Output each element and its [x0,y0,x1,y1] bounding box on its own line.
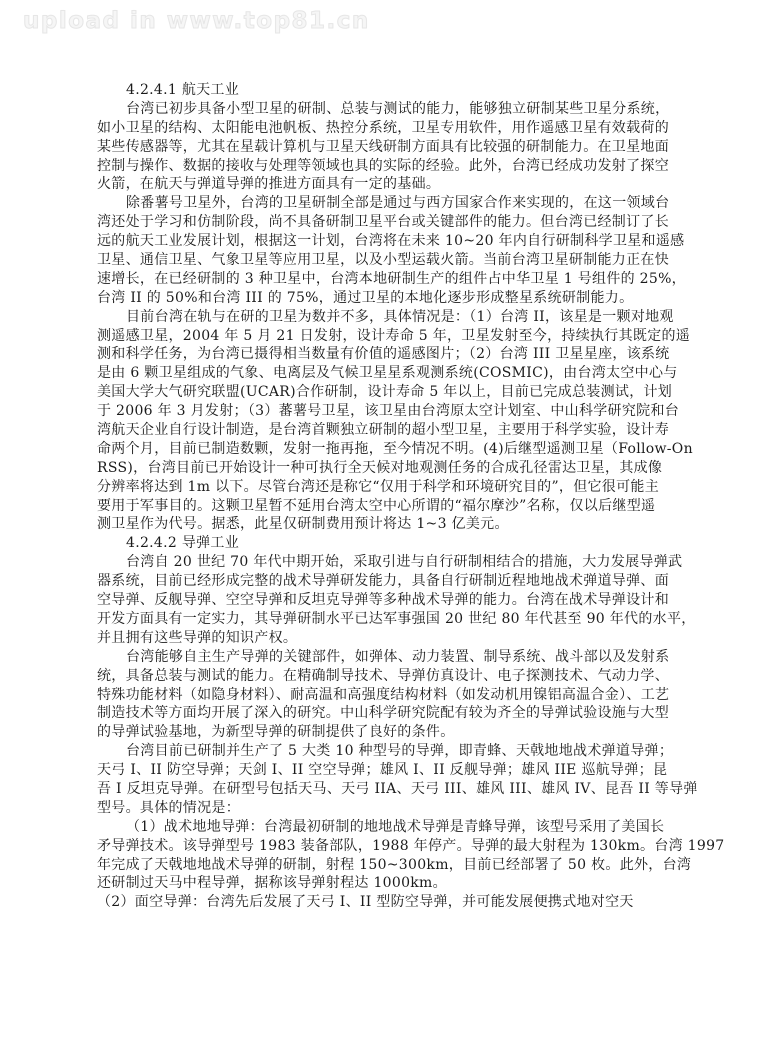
text-line: 的导弹试验基地，为新型导弹的研制提供了良好的条件。 [97,724,455,741]
text-line: 湾还处于学习和仿制阶段，尚不具备研制卫星平台或关键部件的能力。但台湾已经制订了长 [97,214,669,231]
text-line: 型号。具体的情况是： [97,799,240,816]
text-line: 台湾自 20 世纪 70 年代中期开始，采取引进与自行研制相结合的措施，大力发展导弹武 [126,554,683,571]
document-body [97,81,725,912]
text-line: 命两个月，目前已制造数颗，发射一拖再拖，至今情况不明。(4)后继型遥测卫星（Follow-On [97,440,693,457]
text-line: 台湾 II 的 50%和台湾 III 的 75%，通过卫星的本地化逐步形成整星系统研制能力。 [97,289,634,306]
text-line: 美国大学大气研究联盟(UCAR)合作研制，设计寿命 5 年以上，目前已完成总装测试，计划 [97,384,673,401]
text-line: 台湾能够自主生产导弹的关键部件，如弹体、动力装置、制导系统、战斗部以及发射系 [126,648,670,665]
text-line: 开发方面具有一定实力，其导弹研制水平已达军事强国 20 世纪 80 年代甚至 90 年代的水平， [97,610,696,627]
text-line: 年完成了天戟地地战术导弹的研制，射程 150~300km，目前已经部署了 50 枚。此外，台湾 [97,856,692,873]
text-line: 要用于军事目的。这颗卫星暂不延用台湾太空中心所谓的“福尔摩沙”名称，仅以后继型遥 [97,497,656,514]
text-line: 除番薯号卫星外，台湾的卫星研制全部是通过与西方国家合作来实现的，在这一领域台 [126,195,670,212]
text-line: 器系统，目前已经形成完整的战术导弹研发能力，具备自行研制近程地地战术弹道导弹、面 [97,573,669,590]
text-line: 卫星、通信卫星、气象卫星等应用卫星，以及小型运载火箭。当前台湾卫星研制能力正在快 [97,252,669,269]
text-line: 空导弹、反舰导弹、空空导弹和反坦克导弹等多种战术导弹的能力。台湾在战术导弹设计和 [97,592,669,609]
text-line: 分辨率将达到 1m 以下。尽管台湾还是称它“仅用于科学和环境研究目的”，但它很可能主 [97,478,659,495]
text-line: 湾航天企业自行设计制造，是台湾首颗独立研制的超小型卫星，主要用于科学实验，设计寿 [97,422,669,439]
text-line: 测卫星作为代号。据悉，此星仅研制费用预计将达 1~3 亿美元。 [97,516,509,533]
text-line: （2）面空导弹：台湾先后发展了天弓 I、II 型防空导弹，并可能发展便携式地对空天 [97,894,634,911]
text-line: 火箭，在航天与弹道导弹的推进方面具有一定的基础。 [97,176,441,193]
text-line: 台湾目前已研制并生产了 5 大类 10 种型号的导弹，即青蜂、天戟地地战术弹道导弹； [126,743,674,760]
text-line: 于 2006 年 3 月发射；（3）蕃薯号卫星，该卫星由台湾原太空计划室、中山科学研究院和台 [97,403,680,420]
text-line: 远的航天工业发展计划，根据这一计划，台湾将在未来 10~20 年内自行研制科学卫星和遥感 [97,233,685,250]
text-line: 制造技术等方面均开展了深入的研究。中山科学研究院配有较为齐全的导弹试验设施与大型 [97,705,669,722]
text-line: 矛导弹技术。该导弹型号 1983 装备部队，1988 年停产。导弹的最大射程为 130km。台湾 1997 [97,837,725,854]
section-heading: 4.2.4.1 航天工业 [126,82,240,98]
text-line: 统，具备总装与测试的能力。在精确制导技术、导弹仿真设计、电子探测技术、气动力学、 [97,667,669,684]
text-line: 并且拥有这些导弹的知识产权。 [97,629,298,646]
text-line: 测遥感卫星，2004 年 5 月 21 日发射，设计寿命 5 年，卫星发射至今，持续执行其既定的遥 [97,327,691,344]
text-line: （1）战术地地导弹：台湾最初研制的地地战术导弹是青蜂导弹，该型号采用了美国长 [126,818,665,835]
section-heading: 4.2.4.2 导弹工业 [126,535,240,552]
text-line: 特殊功能材料（如隐身材料）、耐高温和高强度结构材料（如发动机用镍铝高温合金）、工艺 [97,686,670,703]
text-line: 天弓 I、II 防空导弹；天剑 I、II 空空导弹；雄风 I、II 反舰导弹；雄风 IIE 巡航导弹；昆 [97,762,668,779]
text-line: 某些传感器等，尤其在星载计算机与卫星天线研制方面具有比较强的研制能力。在卫星地面 [97,138,669,155]
text-line: 台湾已初步具备小型卫星的研制、总装与测试的能力，能够独立研制某些卫星分系统， [126,100,670,117]
text-line: 控制与操作、数据的接收与处理等领域也具的实际的经验。此外，台湾已经成功发射了探空 [97,157,669,174]
text-line: 如小卫星的结构、太阳能电池帆板、热控分系统，卫星专用软件，用作遥感卫星有效载荷的 [97,119,669,136]
text-line: 是由 6 颗卫星组成的气象、电离层及气候卫星星系观测系统(COSMIC)，由台湾太空中心与 [97,365,678,382]
text-line: 速增长，在已经研制的 3 种卫星中，台湾本地研制生产的组件占中华卫星 1 号组件的 25%， [97,270,686,287]
watermark-text: upload in www.top81.cn [23,8,370,34]
text-line: 吾 I 反坦克导弹。在研型号包括天马、天弓 IIA、天弓 III、雄风 III、雄风 IV、昆吾 II 等导弹 [97,780,698,797]
text-line: 目前台湾在轨与在研的卫星为数并不多，具体情况是：（1）台湾 II，该星是一颗对地观 [126,308,674,325]
text-line: 还研制过天马中程导弹，据称该导弹射程达 1000km。 [97,875,447,892]
text-line: 测和科学任务，为台湾已摄得相当数量有价值的遥感图片；（2）台湾 III 卫星星座，该系统 [97,346,670,363]
text-line: RSS)，台湾目前已开始设计一种可执行全天候对地观测任务的合成孔径雷达卫星，其成像 [97,459,663,476]
